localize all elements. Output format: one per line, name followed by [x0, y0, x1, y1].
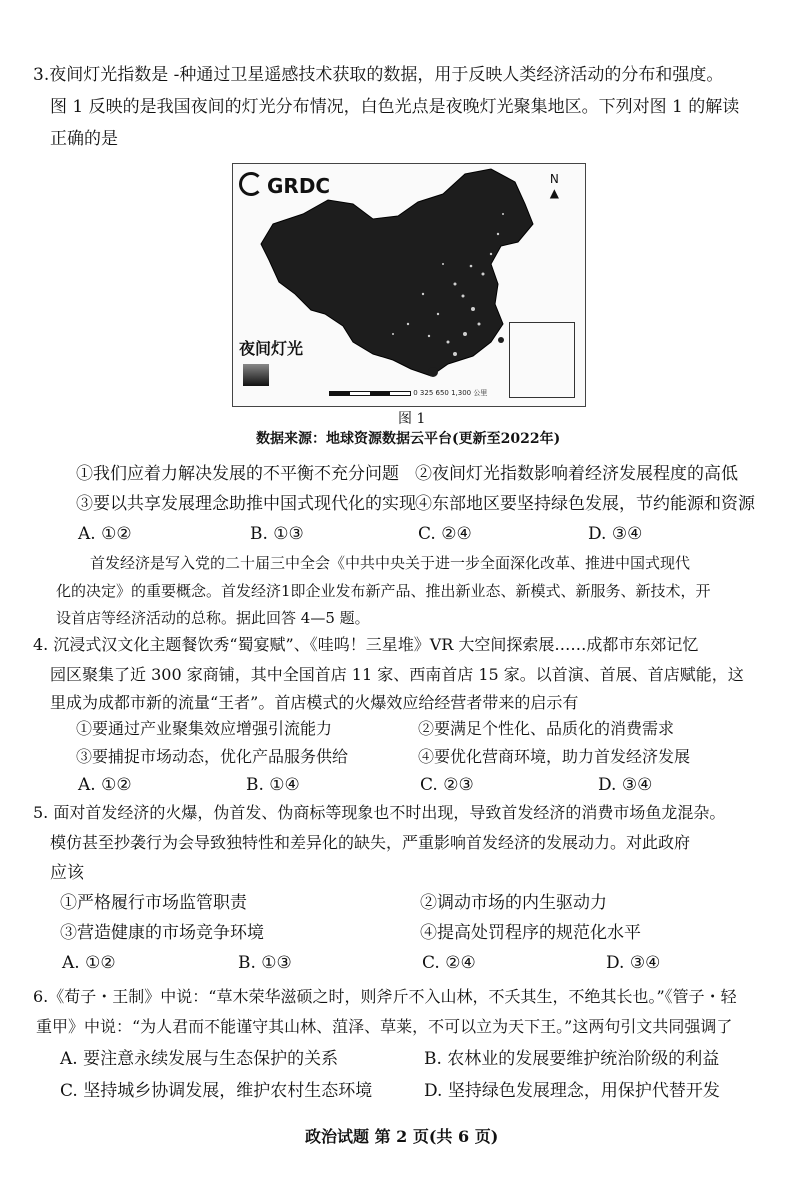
q4-choice-a: A. ①②: [78, 775, 132, 795]
q4-option-3: ③要捕捉市场动态，优化产品服务供给: [76, 747, 349, 766]
q6-option-d: D. 坚持绿色发展理念，用保护代替开发: [424, 1081, 720, 1101]
q3-choice-a: A. ①②: [78, 524, 132, 544]
q4-stem-line3: 里成为成都市新的流量“王者”。首店模式的火爆效应给经营者带来的启示有: [50, 693, 579, 712]
q4-choice-b: B. ①④: [246, 775, 300, 795]
q3-option-1: ①我们应着力解决发展的不平衡不充分问题: [76, 464, 399, 484]
grdc-logo-icon: [239, 172, 263, 196]
q6-stem-line2: 重甲》中说：“为人君而不能谨守其山林、菹泽、草莱，不可以立为天下王。”这两句引文共同强调了: [36, 1017, 733, 1036]
q4-option-4: ④要优化营商环境，助力首发经济发展: [418, 747, 691, 766]
q3-stem-line1: 3.夜间灯光指数是 -种通过卫星遥感技术获取的数据，用于反映人类经济活动的分布和强度。: [33, 65, 724, 85]
q3-option-4: ④东部地区要坚持绿色发展，节约能源和资源: [415, 494, 755, 514]
q3-choice-d: D. ③④: [588, 524, 643, 544]
q5-option-4: ④提高处罚程序的规范化水平: [420, 923, 641, 943]
q5-option-1: ①严格履行市场监管职责: [60, 893, 247, 913]
q5-stem-line2: 模仿甚至抄袭行为会导致独特性和差异化的缺失，严重影响首发经济的发展动力。对此政府: [50, 833, 691, 852]
scale-bar: [329, 391, 411, 396]
q4-choice-c: C. ②③: [420, 775, 474, 795]
q5-option-3: ③营造健康的市场竞争环境: [60, 923, 264, 943]
q4-option-1: ①要通过产业聚集效应增强引流能力: [76, 719, 333, 738]
q5-choice-a: A. ①②: [62, 953, 116, 973]
south-china-sea-inset: [509, 322, 575, 398]
night-light-map-figure: [232, 163, 586, 407]
q3-choice-b: B. ①③: [250, 524, 304, 544]
q4-stem-line1: 4. 沉浸式汉文化主题餐饮秀“蜀宴赋”、《哇呜！三星堆》VR 大空间探索展……成都市东郊记忆: [33, 635, 699, 654]
map-legend-label: 夜间灯光: [239, 339, 304, 358]
passage-line1: 首发经济是写入党的二十届三中全会《中共中央关于进一步全面深化改革、推进中国式现代: [90, 554, 691, 572]
q3-choice-c: C. ②④: [418, 524, 472, 544]
q6-option-a: A. 要注意永续发展与生态保护的关系: [60, 1049, 339, 1069]
q4-option-2: ②要满足个性化、品质化的消费需求: [418, 719, 675, 738]
map-scale: [329, 388, 487, 398]
q5-choice-c: C. ②④: [422, 953, 476, 973]
grdc-logo-text: GRDC: [267, 174, 331, 198]
figure-caption: 图 1: [398, 411, 426, 427]
map-legend-swatch: [243, 364, 269, 386]
figure-source: 数据来源：地球资源数据云平台(更新至2022年): [256, 431, 561, 447]
passage-line2: 化的决定》的重要概念。首发经济1即企业发布新产品、推出新业态、新模式、新服务、新技术，开: [56, 582, 711, 600]
q5-option-2: ②调动市场的内生驱动力: [420, 893, 607, 913]
passage-line3: 设首店等经济活动的总称。据此回答 4—5 题。: [56, 609, 370, 627]
q3-stem-line2: 图 1 反映的是我国夜间的灯光分布情况，白色光点是夜晚灯光聚集地区。下列对图 1 的解读: [50, 97, 740, 117]
q4-stem-line2: 园区聚集了近 300 家商铺，其中全国首店 11 家、西南首店 15 家。以首演、首展、首店赋能，这: [50, 665, 744, 684]
north-arrow: [550, 172, 559, 200]
q5-choice-b: B. ①③: [238, 953, 292, 973]
q6-option-c: C. 坚持城乡协调发展，维护农村生态环境: [60, 1081, 373, 1101]
north-arrow-icon: ▲: [549, 186, 559, 200]
q5-stem-line1: 5. 面对首发经济的火爆，伪首发、伪商标等现象也不时出现，导致首发经济的消费市场鱼龙混杂。: [33, 803, 726, 822]
north-label: N: [549, 172, 559, 186]
q3-option-3: ③要以共享发展理念助推中国式现代化的实现: [76, 494, 416, 514]
q3-stem-line3: 正确的是: [50, 129, 118, 149]
q5-stem-line3: 应该: [50, 863, 84, 883]
q6-stem-line1: 6.《荀子・王制》中说：“草木荣华滋硕之时，则斧斤不入山林，不夭其生，不绝其长也。”《管子・轻: [33, 987, 737, 1006]
grdc-logo: [239, 172, 330, 198]
page-footer: 政治试题 第 2 页(共 6 页): [305, 1127, 499, 1146]
q3-option-2: ②夜间灯光指数影响着经济发展程度的高低: [415, 464, 738, 484]
q6-option-b: B. 农林业的发展要维护统治阶级的利益: [424, 1049, 720, 1069]
q4-choice-d: D. ③④: [598, 775, 653, 795]
q5-choice-d: D. ③④: [606, 953, 661, 973]
scale-labels: 0 325 650 1,300 公里: [413, 389, 488, 397]
